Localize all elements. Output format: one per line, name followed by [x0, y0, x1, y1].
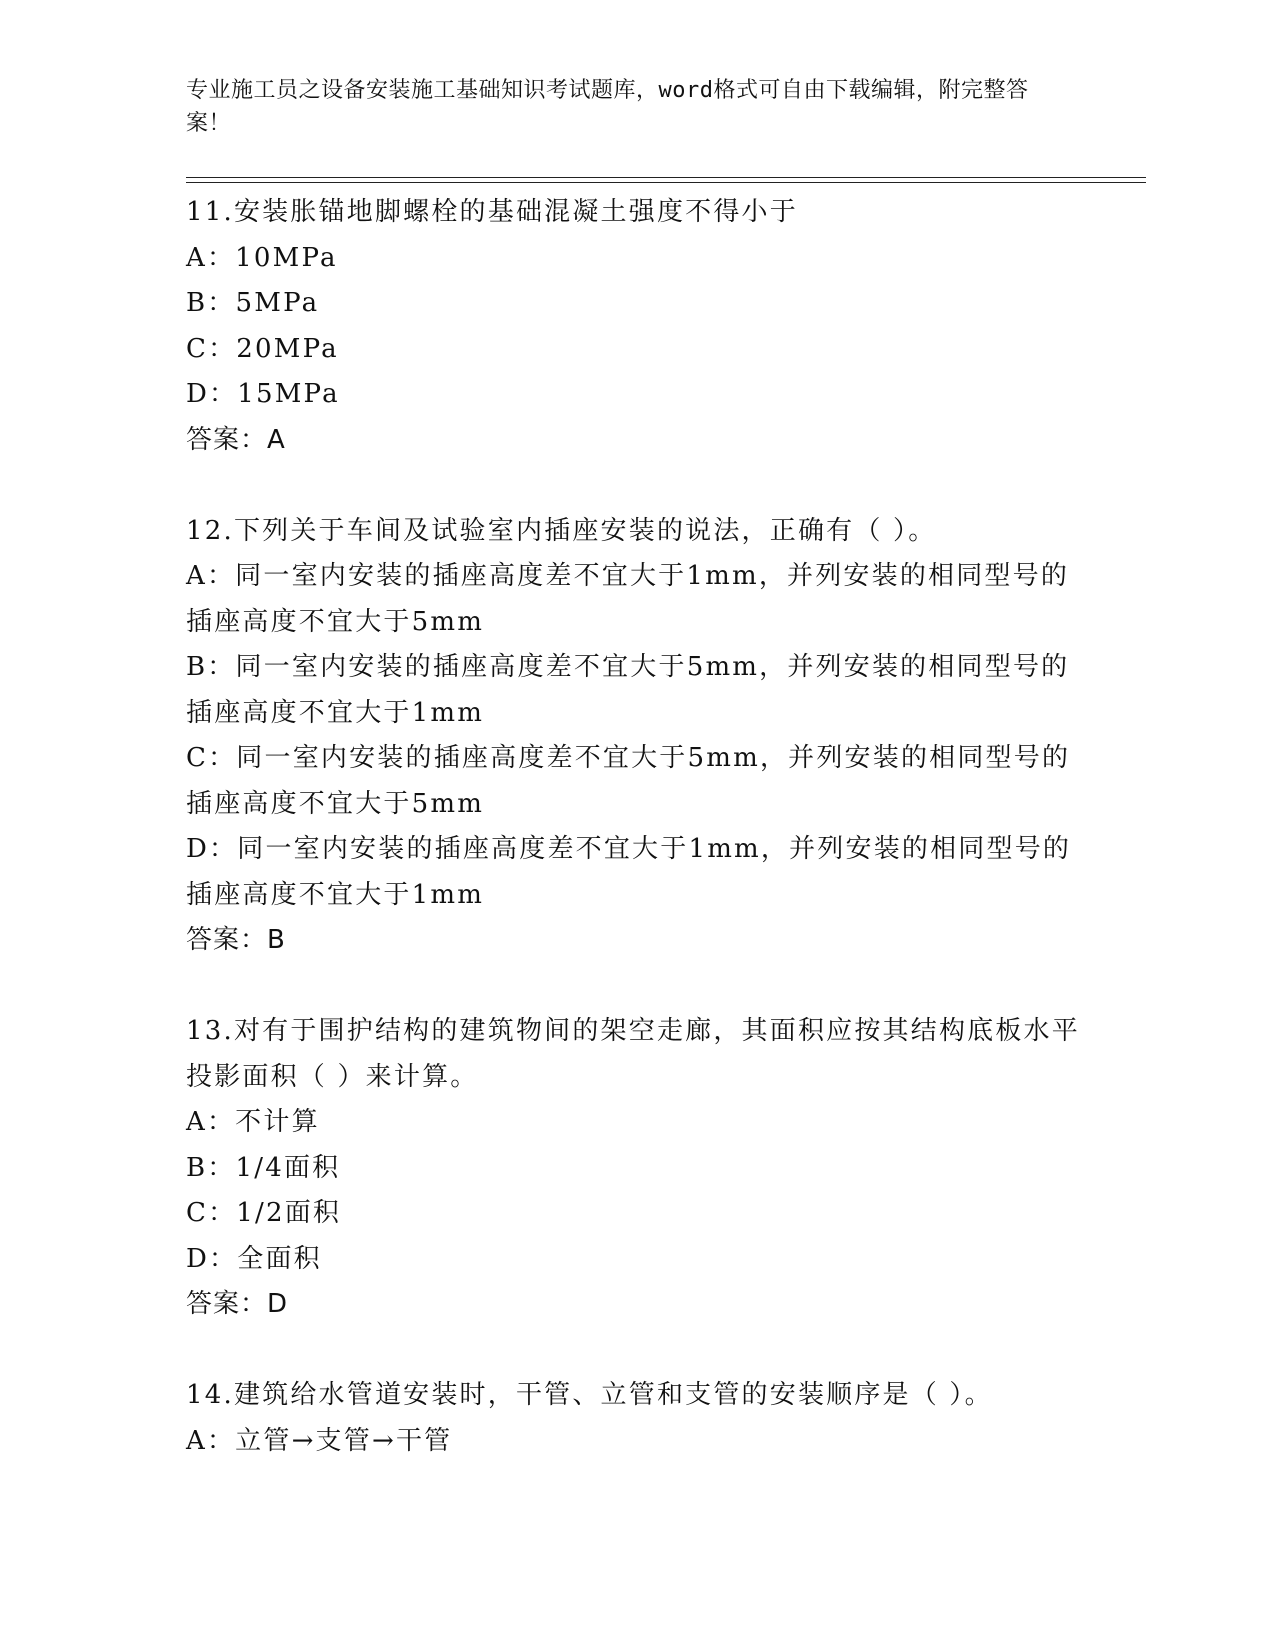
question-stem: 12.下列关于车间及试验室内插座安装的说法，正确有（ ）。 [186, 515, 937, 546]
option-a: A：立管→支管→干管 [186, 1425, 453, 1456]
option-b: B：1/4面积 [186, 1152, 341, 1183]
option-d: D：同一室内安装的插座高度差不宜大于1mm，并列安装的相同型号的插座高度不宜大于1mm [186, 834, 1072, 910]
option-c: C：1/2面积 [186, 1198, 342, 1228]
option-c: C：同一室内安装的插座高度差不宜大于5mm，并列安装的相同型号的插座高度不宜大于5mm [186, 743, 1071, 819]
question-stem: 11.安装胀锚地脚螺栓的基础混凝土强度不得小于 [186, 197, 798, 227]
option-d: D：15MPa [186, 379, 340, 409]
question-11 [186, 190, 1146, 463]
option-a: A：不计算 [186, 1107, 320, 1137]
question-stem: 14.建筑给水管道安装时，干管、立管和支管的安装顺序是（ ）。 [186, 1380, 993, 1410]
document-header: 专业施工员之设备安装施工基础知识考试题库，word格式可自由下载编辑，附完整答案！ [186, 78, 1029, 136]
option-b: B：5MPa [186, 288, 320, 318]
question-gap [186, 463, 1146, 509]
header-rule-top [186, 177, 1146, 178]
option-d: D：全面积 [186, 1243, 322, 1274]
question-gap [186, 1328, 1146, 1374]
option-c: C：20MPa [186, 333, 339, 364]
question-14 [186, 1373, 1146, 1464]
option-a: A：10MPa [186, 242, 338, 273]
answer: 答案：B [186, 925, 286, 955]
option-a: A：同一室内安装的插座高度差不宜大于1mm，并列安装的相同型号的插座高度不宜大于5mm [186, 561, 1070, 637]
question-13 [186, 1009, 1146, 1328]
option-b: B：同一室内安装的插座高度差不宜大于5mm，并列安装的相同型号的插座高度不宜大于1mm [186, 652, 1070, 728]
answer: 答案：A [186, 424, 286, 455]
question-gap [186, 964, 1146, 1010]
question-stem: 13.对有于围护结构的建筑物间的架空走廊，其面积应按其结构底板水平投影面积（ ）来计算。 [186, 1016, 1080, 1092]
question-12 [186, 509, 1146, 964]
question-list [186, 190, 1146, 1464]
header-rule-bottom [186, 182, 1146, 183]
answer: 答案：D [186, 1289, 289, 1319]
